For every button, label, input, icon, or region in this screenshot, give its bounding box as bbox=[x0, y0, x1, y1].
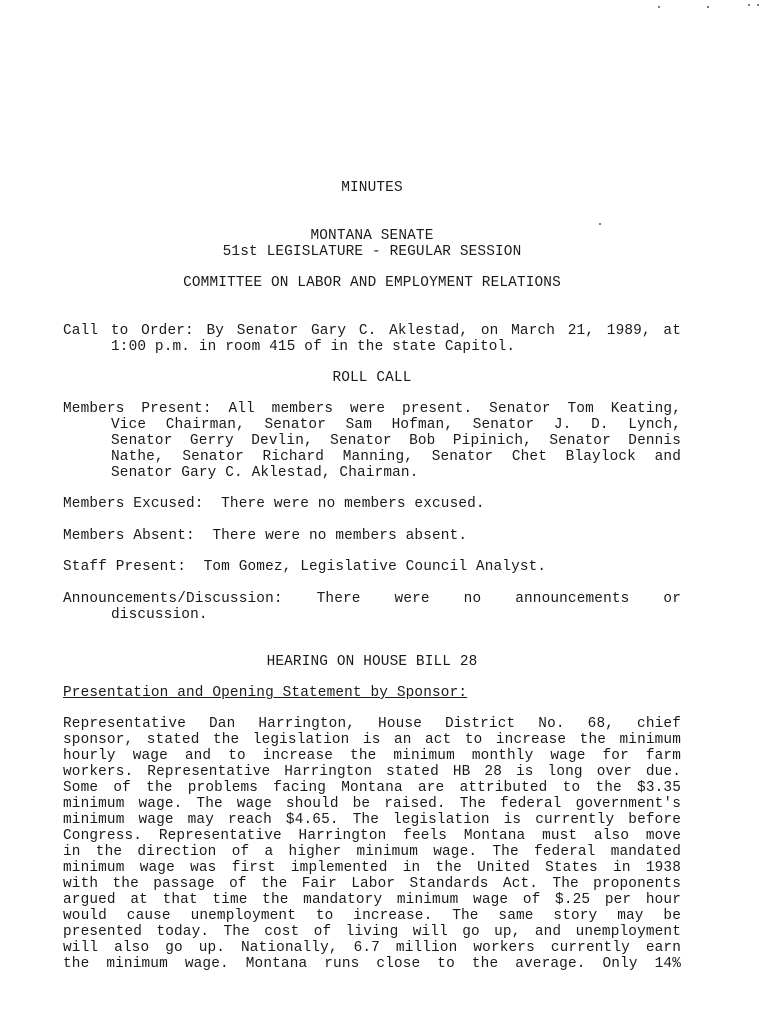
hearing-heading: HEARING ON HOUSE BILL 28 bbox=[266, 654, 478, 670]
announcements-line2: discussion. bbox=[111, 607, 208, 623]
roll-call-heading: ROLL CALL bbox=[332, 370, 412, 386]
call-to-order-line2: 1:00 p.m. in room 415 of in the state Capitol. bbox=[111, 339, 516, 355]
paragraph-line: with the passage of the Fair Labor Standards Act. The proponents bbox=[63, 876, 681, 892]
call-to-order-line1: Call to Order: By Senator Gary C. Aklestad, on March 21, 1989, at bbox=[63, 323, 681, 339]
presentation-subheading: Presentation and Opening Statement by Sponsor: bbox=[63, 685, 468, 701]
members-excused: Members Excused: There were no members excused. bbox=[63, 496, 485, 512]
scan-speck bbox=[707, 6, 709, 8]
members-present-line: Nathe, Senator Richard Manning, Senator Chet Blaylock and bbox=[111, 449, 681, 465]
paragraph-line: Representative Dan Harrington, House District No. 68, chief bbox=[63, 716, 681, 732]
paragraph-line: hourly wage and to increase the minimum monthly wage for farm bbox=[63, 748, 681, 764]
scan-speck bbox=[748, 4, 750, 6]
members-present-line: Vice Chairman, Senator Sam Hofman, Senator J. D. Lynch, bbox=[111, 417, 681, 433]
paragraph-line: will also go up. Nationally, 6.7 million workers currently earn bbox=[63, 940, 681, 956]
members-present-line: Senator Gerry Devlin, Senator Bob Pipinich, Senator Dennis bbox=[111, 433, 681, 449]
paragraph-line: minimum wage. The wage should be raised. The federal government's bbox=[63, 796, 681, 812]
staff-present: Staff Present: Tom Gomez, Legislative Council Analyst. bbox=[63, 559, 547, 575]
paragraph-line: workers. Representative Harrington stated HB 28 is long over due. bbox=[63, 764, 681, 780]
members-present-line: Senator Gary C. Aklestad, Chairman. bbox=[111, 465, 419, 481]
paragraph-line: would cause unemployment to increase. The same story may be bbox=[63, 908, 681, 924]
members-absent: Members Absent: There were no members absent. bbox=[63, 528, 468, 544]
paragraph-line: the minimum wage. Montana runs close to the average. Only 14% bbox=[63, 956, 681, 972]
announcements-line1: Announcements/Discussion: There were no announcements or bbox=[63, 591, 681, 607]
paragraph-line: Some of the problems facing Montana are attributed to the $3.35 bbox=[63, 780, 681, 796]
session-name: 51st LEGISLATURE - REGULAR SESSION bbox=[222, 244, 522, 260]
members-present-line: Members Present: All members were present. Senator Tom Keating, bbox=[63, 401, 681, 417]
paragraph-line: minimum wage may reach $4.65. The legislation is currently before bbox=[63, 812, 681, 828]
scan-speck bbox=[599, 223, 601, 225]
scan-speck bbox=[658, 6, 660, 8]
paragraph-line: Congress. Representative Harrington feels Montana must also move bbox=[63, 828, 681, 844]
paragraph-line: minimum wage was first implemented in the United States in 1938 bbox=[63, 860, 681, 876]
paragraph-line: argued at that time the mandatory minimum wage of $.25 per hour bbox=[63, 892, 681, 908]
committee-name: COMMITTEE ON LABOR AND EMPLOYMENT RELATIONS bbox=[183, 275, 561, 291]
paragraph-line: presented today. The cost of living will go up, and unemployment bbox=[63, 924, 681, 940]
scan-speck bbox=[757, 4, 759, 6]
paragraph-line: sponsor, stated the legislation is an act to increase the minimum bbox=[63, 732, 681, 748]
senate-name: MONTANA SENATE bbox=[310, 228, 434, 244]
paragraph-line: in the direction of a higher minimum wage. The federal mandated bbox=[63, 844, 681, 860]
minutes-title: MINUTES bbox=[341, 180, 403, 196]
